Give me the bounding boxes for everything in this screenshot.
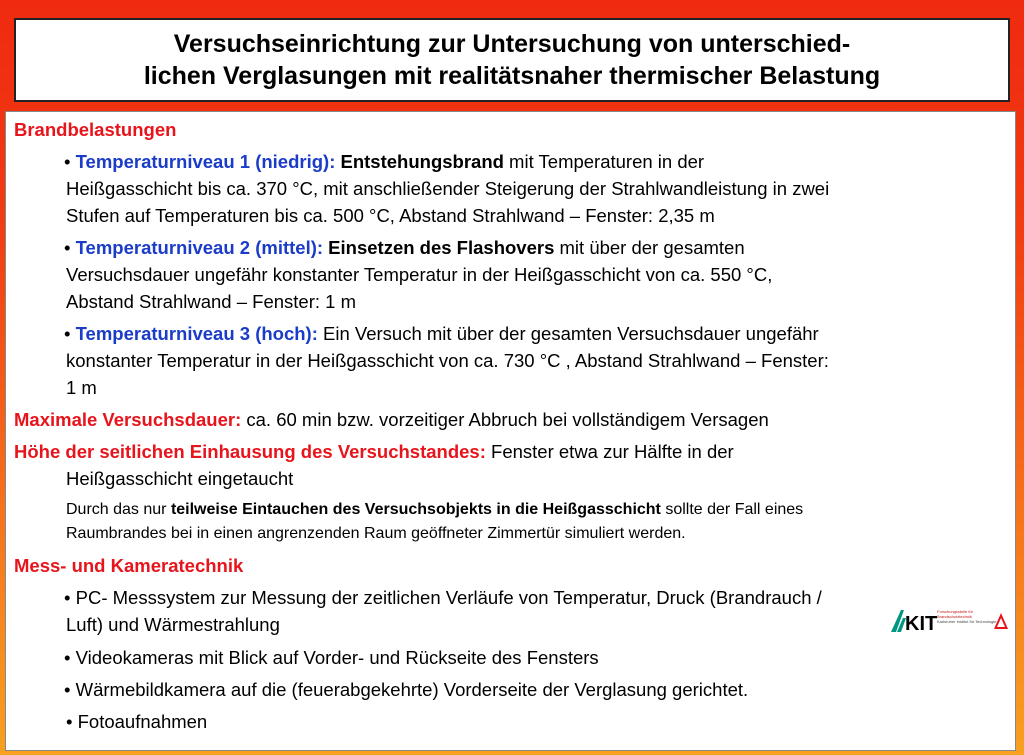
hoehe-note [66,498,803,522]
bullet-temperaturniveau-2 [64,236,745,260]
t2-line-2: Versuchsdauer ungefähr konstanter Temperatur in der Heißgasschicht von ca. 550 °C, [66,264,773,285]
hoehe-note-line-2: Raumbrandes bei in einen angrenzenden Raum geöffneter Zimmertür simuliert werden. [66,525,686,542]
page-title-line-2: lichen Verglasungen mit realitätsnaher thermischer Belastung [143,62,881,90]
bullet-char: • [64,679,71,700]
note-post: sollte der Fall eines [660,501,804,518]
section-heading-mess: Mess- und Kameratechnik [14,555,244,576]
bullet-char: • [64,323,71,344]
kit-logo-icon [889,606,937,634]
mess-item-1 [64,586,822,610]
bullet-char: • [64,647,71,668]
mess-item-2-text: Videokameras mit Blick auf Vorder- und Rückseite des Fensters [75,647,599,668]
bullet-char: • [64,151,71,172]
bullet-char: • [66,711,73,732]
bullet-char: • [64,237,71,258]
versuchsdauer-line [14,408,769,432]
t3-line-3: 1 m [66,377,97,398]
t2-line-3: Abstand Strahlwand – Fenster: 1 m [66,291,356,312]
page-title-line-1: Versuchseinrichtung zur Untersuchung von unterschied- [173,30,851,58]
t1-label: Temperaturniveau 1 (niedrig): [75,151,336,172]
mess-item-4 [66,710,207,734]
t1-bold: Entstehungsbrand [340,151,504,172]
versuchsdauer-text: ca. 60 min bzw. vorzeitiger Abbruch bei vollständigem Versagen [241,409,769,430]
bullet-temperaturniveau-3 [64,322,819,346]
hoehe-text: Fenster etwa zur Hälfte in der [485,441,734,462]
t2-rest: mit über der gesamten [554,237,745,258]
mess-item-3-text: Wärmebildkamera auf die (feuerabgekehrte) Vorderseite der Verglasung gerichtet. [75,679,749,700]
bullet-temperaturniveau-1 [64,150,704,174]
t3-rest: Ein Versuch mit über der gesamten Versuchsdauer ungefähr [317,323,819,344]
t3-label: Temperaturniveau 3 (hoch): [75,323,318,344]
logo-caption-2: Karlsruher Institut für Technologie [937,619,997,624]
hoehe-line-2: Heißgasschicht eingetaucht [66,468,294,489]
note-pre: Durch das nur [66,501,171,518]
t1-line-3: Stufen auf Temperaturen bis ca. 500 °C, Abstand Strahlwand – Fenster: 2,35 m [66,205,715,226]
title-box [14,18,1010,102]
t2-bold: Einsetzen des Flashovers [328,237,555,258]
mess-item-1-line-2: Luft) und Wärmestrahlung [66,614,280,635]
t2-label: Temperaturniveau 2 (mittel): [75,237,324,258]
mess-item-2 [64,646,599,670]
t1-rest: mit Temperaturen in der [503,151,705,172]
t1-line-2: Heißgasschicht bis ca. 370 °C, mit anschließender Steigerung der Strahlwandleistung in zwei [66,178,830,199]
hoehe-line [14,440,734,464]
hoehe-label: Höhe der seitlichen Einhausung des Versuchstandes: [14,441,486,462]
fire-triangle-icon [993,612,1009,630]
bullet-char: • [64,587,71,608]
logo-caption-1: Forschungsstelle für Brandschutztechnik [937,609,974,619]
note-bold: teilweise Eintauchen des Versuchsobjekts in die Heißgasschicht [170,501,661,518]
kit-logo [889,606,1009,636]
t3-line-2: konstanter Temperatur in der Heißgasschicht von ca. 730 °C , Abstand Strahlwand – Fenster: [66,350,829,371]
mess-item-3 [64,678,748,702]
section-heading-brandbelastungen: Brandbelastungen [14,119,177,140]
versuchsdauer-label: Maximale Versuchsdauer: [14,409,242,430]
mess-item-1-text: PC- Messsystem zur Messung der zeitlichen Verläufe von Temperatur, Druck (Brandrauch / [75,587,822,608]
kit-logo-text: KIT [905,613,937,634]
content-box [5,111,1016,751]
mess-item-4-text: Fotoaufnahmen [77,711,208,732]
